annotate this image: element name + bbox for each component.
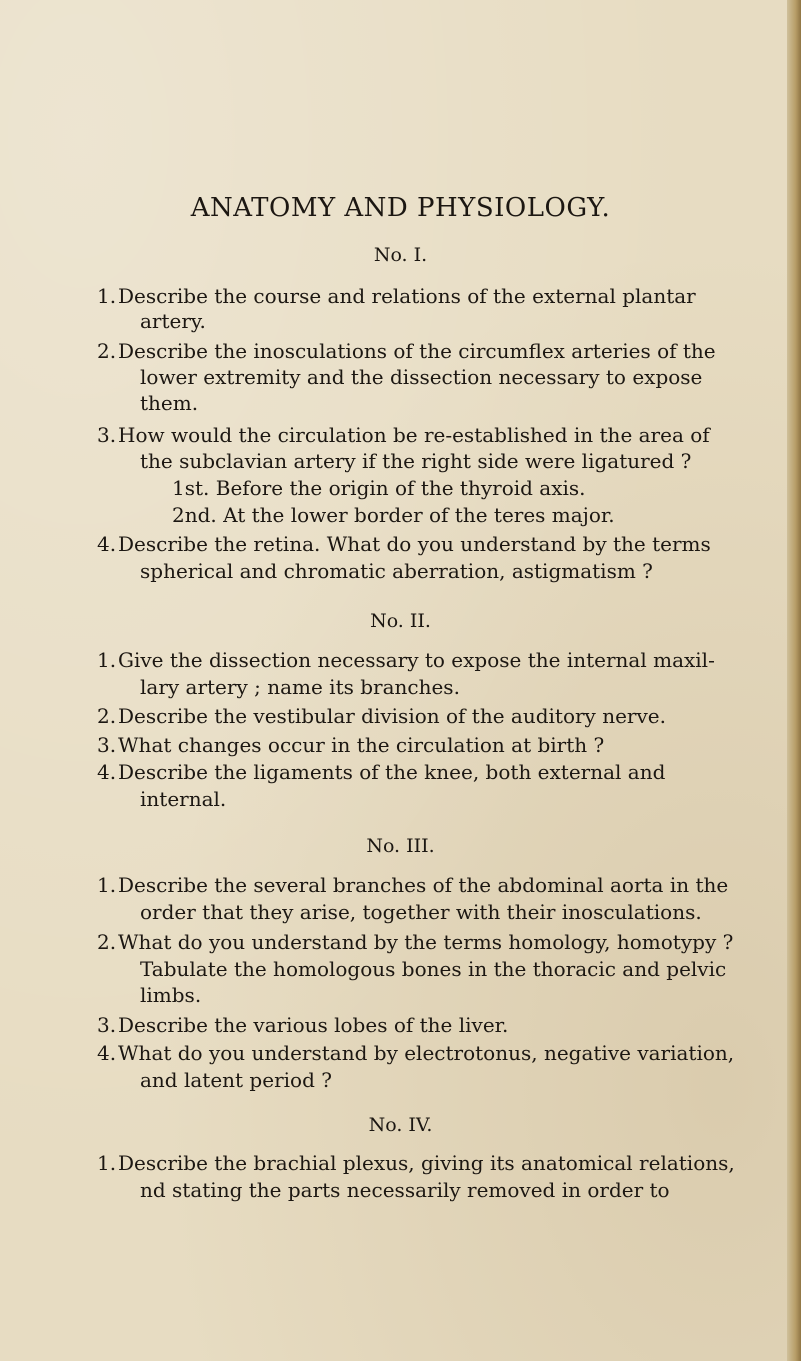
question-line: What changes occur in the circulation at birth ? [118,733,605,757]
question-line: 1st. Before the origin of the thyroid axis. [172,476,586,500]
question-number: 3. [97,1013,117,1037]
section-heading-2: No. II. [370,610,431,632]
question-line: 2nd. At the lower border of the teres major. [172,503,615,527]
question-number: 2. [97,930,117,954]
question-line: limbs. [140,983,202,1007]
question-line: Describe the inosculations of the circumflex arteries of the [118,339,716,363]
question-line: lary artery ; name its branches. [140,675,460,699]
question-line: Describe the several branches of the abdominal aorta in the [118,873,729,897]
question-line: spherical and chromatic aberration, astigmatism ? [140,559,653,583]
question-number: 2. [97,339,117,363]
question-line: How would the circulation be re-established in the area of [118,423,710,447]
question-line: them. [140,391,199,415]
question-line: Describe the retina. What do you understand by the terms [118,532,711,556]
question-line: What do you understand by the terms homology, homotypy ? [118,930,734,954]
section-heading-3: No. III. [366,835,435,857]
question-line: Describe the vestibular division of the auditory nerve. [118,704,666,728]
question-number: 1. [97,873,117,897]
question-number: 4. [97,1041,117,1065]
question-number: 2. [97,704,117,728]
question-line: nd stating the parts necessarily removed in order to [140,1178,670,1202]
question-line: and latent period ? [140,1068,332,1092]
question-line: artery. [140,309,206,333]
question-number: 3. [97,733,117,757]
question-line: What do you understand by electrotonus, negative variation, [118,1041,735,1065]
question-number: 4. [97,760,117,784]
question-number: 1. [97,284,117,308]
question-line: Describe the ligaments of the knee, both external and [118,760,666,784]
question-line: internal. [140,787,227,811]
question-line: Describe the course and relations of the external plantar [118,284,696,308]
section-heading-1: No. I. [373,244,428,266]
question-number: 4. [97,532,117,556]
question-number: 1. [97,1151,117,1175]
page-title: ANATOMY AND PHYSIOLOGY. [190,193,611,223]
question-number: 1. [97,648,117,672]
question-number: 3. [97,423,117,447]
question-line: Give the dissection necessary to expose the internal maxil- [118,648,715,672]
section-heading-4: No. IV. [368,1114,433,1136]
question-line: Describe the various lobes of the liver. [118,1013,509,1037]
question-line: lower extremity and the dissection necessary to expose [140,365,703,389]
question-line: order that they arise, together with their inosculations. [140,900,702,924]
question-line: Tabulate the homologous bones in the thoracic and pelvic [140,957,727,981]
question-line: the subclavian artery if the right side were ligatured ? [140,449,692,473]
question-line: Describe the brachial plexus, giving its anatomical relations, [118,1151,735,1175]
